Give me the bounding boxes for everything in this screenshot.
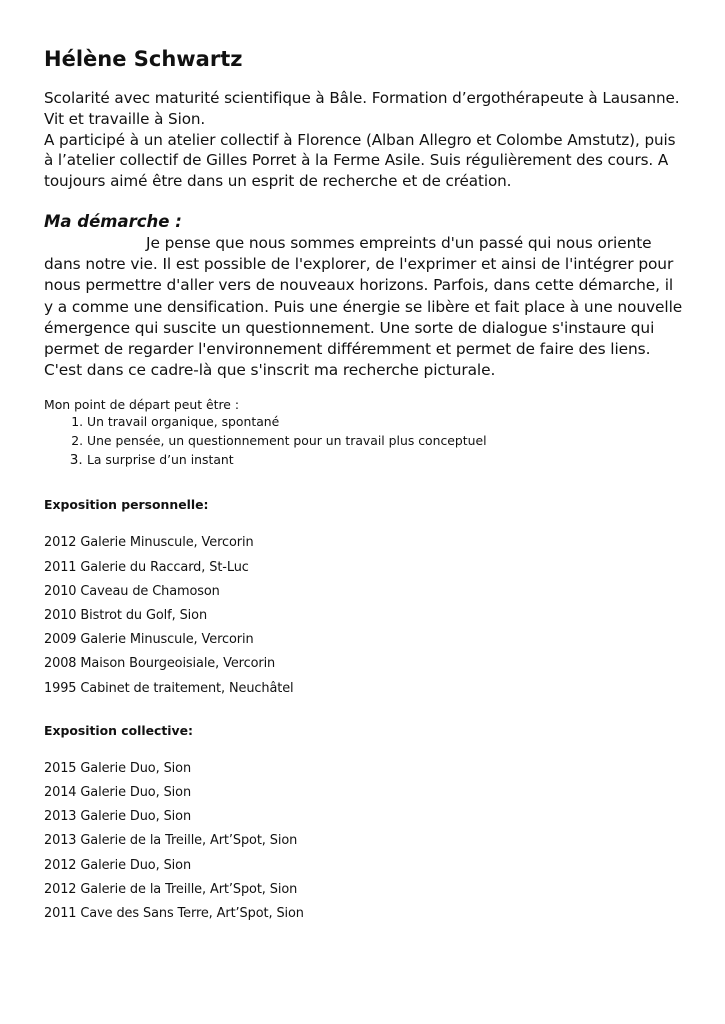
list-item: 2013 Galerie de la Treille, Art’Spot, Sion	[44, 833, 298, 849]
list-item: 2013 Galerie Duo, Sion	[44, 809, 192, 825]
list-item: 2010 Caveau de Chamoson	[44, 583, 220, 599]
page-title: Hélène Schwartz	[44, 47, 243, 71]
list-item: 2011 Galerie du Raccard, St-Luc	[44, 559, 249, 575]
list-item	[87, 450, 684, 470]
approach-heading: Ma démarche :	[44, 211, 182, 231]
list-item: 2008 Maison Bourgeoisiale, Vercorin	[44, 656, 276, 672]
list-item: 2012 Galerie Minuscule, Vercorin	[44, 535, 254, 551]
collective-exhibitions-list	[44, 757, 684, 926]
document-page	[44, 44, 684, 926]
approach-text: Je pense que nous sommes empreints d'un passé qui nous oriente dans notre vie. Il est possible de l'explorer, de l'exprimer et ainsi de l'intégrer pour nous permettre d'aller vers de nouveaux horizons. Parfois, dans cette démarche, il y a comme une densification. Puis une énergie se libère et fait place à une nouvelle émergence qui suscite un questionnement. Une sorte de dialogue s'instaure qui permet de regarder l'environnement différemment et permet de faire des liens. C'est dans ce cadre-là que s'inscrit ma recherche picturale.	[44, 233, 683, 380]
personal-exhibitions-list	[44, 531, 684, 700]
bio-paragraph-1: Scolarité avec maturité scientifique à Bâle. Formation d’ergothérapeute à Lausanne. Vit et travaille à Sion.	[44, 89, 680, 128]
personal-exhibitions-heading: Exposition personnelle:	[44, 497, 209, 513]
list-item: 2012 Galerie de la Treille, Art’Spot, Sion	[44, 881, 298, 897]
list-item: 2. Une pensée, un questionnement pour un travail plus conceptuel	[87, 432, 684, 451]
list-item: 2009 Galerie Minuscule, Vercorin	[44, 632, 254, 648]
biography	[44, 88, 684, 192]
bio-paragraph-2: A participé à un atelier collectif à Florence (Alban Allegro et Colombe Amstutz), puis à l’atelier collectif de Gilles Porret à la Ferme Asile. Suis régulièrement des cours. A toujours aimé être dans un esprit de recherche et de création.	[44, 130, 676, 191]
list-item: 2011 Cave des Sans Terre, Art’Spot, Sion	[44, 906, 304, 922]
starting-point-intro: Mon point de départ peut être :	[44, 397, 240, 413]
list-item: 1. Un travail organique, spontané	[87, 413, 684, 432]
list-item: 2014 Galerie Duo, Sion	[44, 785, 192, 801]
collective-exhibitions-heading: Exposition collective:	[44, 722, 193, 738]
list-item-text: La surprise d’un instant	[87, 452, 234, 468]
list-item: 2012 Galerie Duo, Sion	[44, 857, 192, 873]
starting-point-list	[44, 413, 684, 470]
list-item: 2015 Galerie Duo, Sion	[44, 760, 192, 776]
list-item: 2010 Bistrot du Golf, Sion	[44, 608, 208, 624]
list-item: 1995 Cabinet de traitement, Neuchâtel	[44, 680, 294, 696]
